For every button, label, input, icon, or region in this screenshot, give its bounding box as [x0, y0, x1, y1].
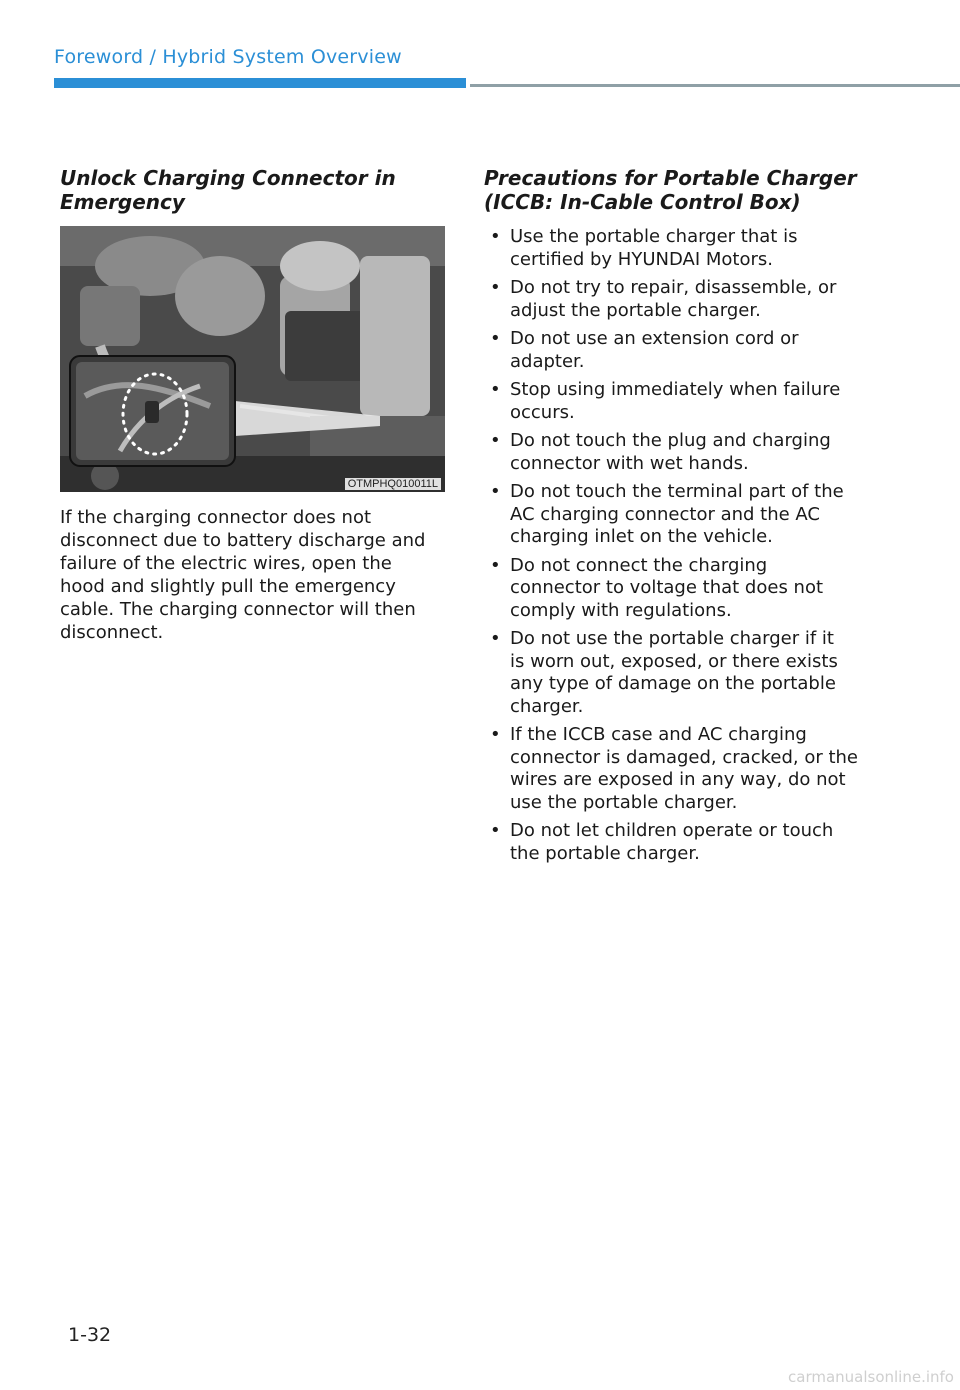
list-item	[484, 481, 884, 549]
bullet-icon: •	[490, 481, 501, 502]
bullet-icon: •	[490, 226, 501, 247]
list-item	[484, 277, 884, 322]
list-item-text: Do not touch the terminal part of the AC charging connector and the AC charging inlet on the vehicle.	[510, 481, 844, 547]
list-item	[484, 724, 884, 814]
list-item	[484, 226, 884, 271]
bullet-icon: •	[490, 820, 501, 841]
section-heading-portable-charger-precautions: Precautions for Portable Charger (ICCB: In-Cable Control Box)	[484, 166, 857, 214]
list-item-text: Do not connect the charging connector to voltage that does not comply with regulations.	[510, 554, 824, 621]
bullet-icon: •	[490, 430, 501, 451]
bullet-icon: •	[490, 277, 501, 298]
bullet-icon: •	[490, 554, 501, 576]
list-item	[484, 820, 884, 865]
bullet-icon: •	[490, 379, 501, 400]
list-item-text: Do not touch the plug and charging connector with wet hands.	[510, 430, 831, 474]
list-item	[484, 379, 884, 424]
bullet-icon: •	[490, 724, 501, 745]
list-item-text: Stop using immediately when failure occurs.	[510, 379, 841, 423]
list-item	[484, 628, 884, 718]
list-item-text: Do not use an extension cord or adapter.	[510, 328, 799, 372]
bullet-icon: •	[490, 628, 501, 649]
list-item-text: If the ICCB case and AC charging connector is damaged, cracked, or the wires are exposed in any way, do not use the portable charger.	[510, 724, 859, 813]
header-rule-line	[470, 84, 960, 87]
left-column	[60, 166, 445, 644]
list-item	[484, 328, 884, 373]
page-header-title: Foreword / Hybrid System Overview	[54, 46, 402, 68]
precautions-list	[484, 226, 884, 865]
header-accent-bar	[54, 78, 466, 88]
section-heading-unlock-connector: Unlock Charging Connector in Emergency	[60, 166, 396, 214]
unlock-instructions-paragraph: If the charging connector does not disconnect due to battery discharge and failure of the electric wires, open the hood and slightly pull the emergency cable. The charging connector will then disconnect.	[60, 507, 426, 643]
list-item	[484, 555, 884, 623]
engine-bay-illustration	[60, 226, 445, 492]
list-item-text: Do not let children operate or touch the portable charger.	[510, 820, 834, 864]
list-item-text: Do not use the portable charger if it is worn out, exposed, or there exists any type of damage on the portable charger.	[510, 628, 838, 717]
right-column	[484, 166, 884, 871]
list-item-text: Do not try to repair, disassemble, or adjust the portable charger.	[510, 277, 837, 321]
list-item-text: Use the portable charger that is certified by HYUNDAI Motors.	[510, 226, 798, 270]
watermark: carmanualsonline.info	[788, 1368, 954, 1386]
figure-code-label: OTMPHQ010011L	[345, 478, 441, 490]
page-number: 1-32	[68, 1324, 112, 1346]
engine-bay-figure	[60, 226, 445, 492]
bullet-icon: •	[490, 328, 501, 349]
list-item	[484, 430, 884, 475]
